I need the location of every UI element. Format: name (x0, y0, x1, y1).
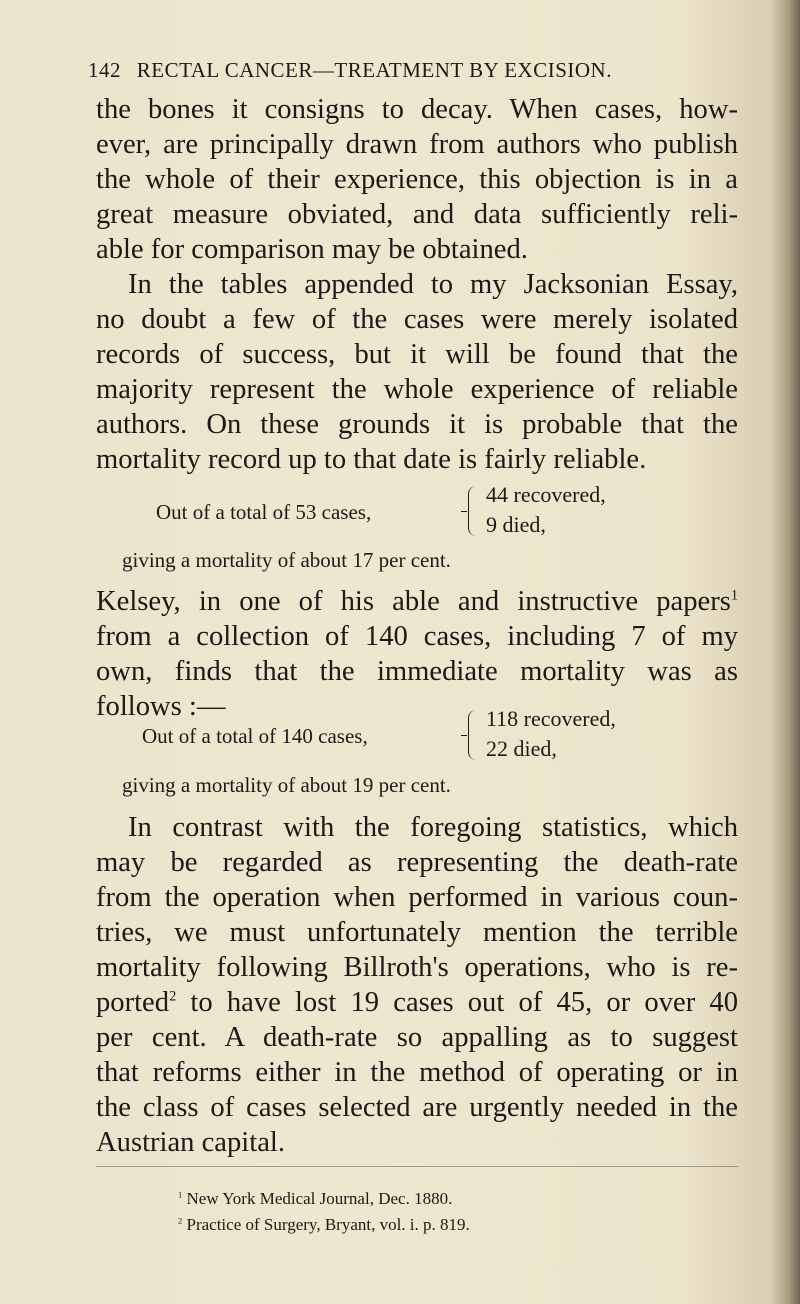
brace (468, 486, 479, 536)
paragraph-2 (96, 267, 738, 477)
text-line: able for comparison may be obtained. (96, 234, 528, 265)
text-line: tries, we must unfortunately mention the terrible (96, 917, 738, 948)
mortality-line-1: giving a mortality of about 17 per cent. (122, 548, 451, 572)
mortality-line-2: giving a mortality of about 19 per cent. (122, 773, 451, 797)
text-line (96, 584, 738, 619)
text-line: the bones it consigns to decay. When cases, how- (96, 94, 738, 125)
text-line: great measure obviated, and data sufficiently reli- (96, 199, 738, 230)
died-count: 9 died, (486, 512, 546, 537)
statistic-lead: Out of a total of 140 cases, (142, 724, 368, 748)
text-line: from a collection of 140 cases, including 7 of my (96, 621, 738, 652)
text-line: authors. On these grounds it is probable that the (96, 409, 738, 440)
footnote-mark: 2 (178, 1215, 183, 1226)
text-line: that reforms either in the method of operating or in (96, 1057, 738, 1088)
footnote-mark: 1 (178, 1189, 183, 1200)
footnote (178, 1186, 738, 1212)
statistic-block-1 (96, 482, 738, 542)
text-line: the class of cases selected are urgently needed in the (96, 1092, 738, 1123)
text-line: In the tables appended to my Jacksonian Essay, (128, 269, 738, 300)
footnote-ref: 2 (169, 988, 177, 1005)
paragraph-4 (96, 810, 738, 1160)
statistic-lead: Out of a total of 53 cases, (156, 500, 372, 524)
text-fragment: to have lost 19 cases out of 45, or over 40 (190, 987, 738, 1018)
text-fragment: ported (96, 987, 170, 1018)
page-gutter-shadow (772, 0, 800, 1304)
died-count: 22 died, (486, 736, 557, 761)
footnotes (178, 1186, 738, 1238)
text-line: may be regarded as representing the death-rate (96, 847, 738, 878)
statistic-block-2 (96, 706, 738, 766)
footnote (178, 1212, 738, 1238)
footnote-ref: 1 (730, 587, 738, 604)
text-line: records of success, but it will be found that the (96, 339, 738, 370)
text-line: from the operation when performed in various coun- (96, 882, 738, 913)
text-line: mortality record up to that date is fairly reliable. (96, 444, 647, 475)
text-line: Austrian capital. (96, 1127, 285, 1158)
paragraph-3 (96, 584, 738, 724)
text-line: per cent. A death-rate so appalling as to suggest (96, 1022, 738, 1053)
page-number: 142 (88, 58, 121, 82)
running-head (88, 58, 738, 83)
footnote-text: Practice of Surgery, Bryant, vol. i. p. 819. (186, 1215, 470, 1234)
text-line: no doubt a few of the cases were merely isolated (96, 304, 738, 335)
text-line: majority represent the whole experience of reliable (96, 374, 738, 405)
text-line: follows :— (96, 691, 226, 722)
running-title: RECTAL CANCER—TREATMENT BY EXCISION. (136, 58, 612, 82)
text-line (96, 985, 738, 1020)
text-line: mortality following Billroth's operations, who is re- (96, 952, 738, 983)
recovered-count: 44 recovered, (486, 482, 606, 507)
footnote-text: New York Medical Journal, Dec. 1880. (186, 1189, 453, 1208)
text-line: own, finds that the immediate mortality was as (96, 656, 738, 687)
recovered-count: 118 recovered, (486, 706, 616, 731)
footnote-divider (96, 1166, 738, 1167)
text-line: In contrast with the foregoing statistics, which (128, 812, 738, 843)
text-line: the whole of their experience, this objection is in a (96, 164, 738, 195)
brace (468, 710, 479, 760)
paragraph-1 (96, 92, 738, 267)
text-fragment: Kelsey, in one of his able and instructive papers (96, 586, 731, 617)
text-line: ever, are principally drawn from authors who publish (96, 129, 738, 160)
